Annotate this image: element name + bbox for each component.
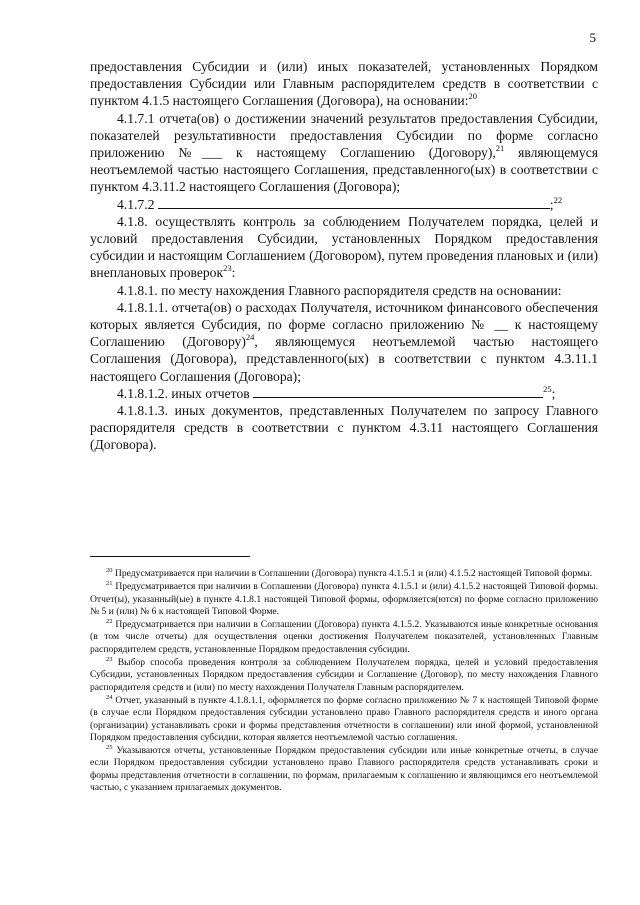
paragraph-text: 4.1.8.1. по месту нахождения Главного распорядителя средств на основании:: [117, 282, 562, 298]
paragraph-text: , являющемуся неотъемлемой частью настоящего Соглашения (Договора), представленного(ых) в соответствии с пунктом 4.3.11.1 настоящего Соглашения (Договора);: [90, 334, 598, 384]
footnote-text: Выбор способа проведения контроля за соблюдением Получателем порядка, целей и условий предоставления Субсидии, установленных Порядком предоставления субсидии и Соглашение (Договор), по месту нахождения Главного распорядителя средств и (или) по месту нахождения Получателя Главным распорядителем.: [90, 657, 598, 693]
footnote-text: Предусматривается при наличии в Соглашении (Договора) пункта 4.1.5.1 и (или) 4.1.5.2 настоящей Типовой формы.: [114, 568, 593, 579]
paragraph-4-1-8-1-3: [90, 402, 598, 454]
paragraph-label: 4.1.7.2: [117, 196, 155, 212]
paragraph-4-1-8-1-1: [90, 299, 598, 385]
footnote-ref[interactable]: 23: [223, 263, 232, 274]
paragraph-text: являющемуся неотъемлемой частью настоящего Соглашения, представленного(ых) в соответствии с пунктом 4.3.11.2 настоящего Соглашения (Договора);: [90, 145, 598, 195]
footnote-number: 23: [106, 656, 113, 664]
footnote-number: 25: [106, 744, 113, 752]
footnotes: [90, 568, 598, 795]
footnote-number: 20: [106, 567, 113, 574]
footnote-text: Предусматривается при наличии в Соглашении (Договора) пункта 4.1.5.2. Указываются иные конкретные основания (в том числе отчеты) для осуществления оценки достижения Получателем показателей, установленных Главным распорядителем средств, установленные Порядком предоставления субсидии.: [90, 619, 598, 655]
paragraph-4-1-8-1: [90, 282, 598, 299]
footnote-ref[interactable]: 21: [495, 143, 505, 154]
main-text: [90, 58, 598, 454]
footnote-ref[interactable]: 22: [553, 194, 563, 205]
footnote-text: Предусматривается при наличии в Соглашении (Договора) пункта 4.1.5.1 и (или) 4.1.5.2 настоящей Типовой формы. Отчет(ы), указанный(ые) в пункте 4.1.8.1 настоящей Типовой формы, оформляется(ются) по форме согласно приложению № 5 и (или) № 6 к настоящей Типовой Форме.: [90, 581, 598, 617]
paragraph-text: 4.1.8. осуществлять контроль за соблюдением Получателем порядка, целей и условий предоставления Субсидии, установленных Порядком предоставления субсидии и настоящим Соглашением (Договором), путем проведения плановых и (или) внеплановых проверок: [90, 213, 598, 281]
paragraph-text: 4.1.8.1.3. иных документов, представленных Получателем по запросу Главного распорядителя средств в соответствии с пунктом 4.3.11 настоящего Соглашения (Договора).: [90, 403, 598, 453]
footnote-number: 21: [106, 580, 113, 588]
paragraph-text: 4.1.8.1.1. отчета(ов) о расходах Получателя, источником финансового обеспечения которых является Субсидия, по форме согласно приложению № __ к настоящему Соглашению (Договору): [90, 299, 598, 350]
paragraph-4-1-8: [90, 213, 598, 282]
paragraph-continuation: [90, 58, 598, 110]
paragraph-4-1-7-1: [90, 110, 598, 196]
footnote-text: Указываются отчеты, установленные Порядком предоставления субсидии или иные конкретные отчеты, в случае если Порядком предоставления субсидии установлено право Главного распорядителя средств устанавливать сроки и формы представления отчетности в соглашении, по формам, прилагаемым к соглашению и являющимся его неотъемлемой частью, с указанием прилагаемых документов.: [90, 745, 598, 794]
paragraph-label: 4.1.8.1.2. иных отчетов: [117, 385, 250, 401]
punctuation: ;: [549, 196, 554, 212]
footnote-number: 24: [106, 693, 113, 701]
punctuation: ;: [551, 385, 556, 401]
footnote-number: 22: [106, 618, 113, 626]
fill-in-blank: [253, 386, 543, 398]
footnote-22: [90, 619, 598, 656]
footnote-20: [90, 568, 598, 580]
footnote-text: Отчет, указанный в пункте 4.1.8.1.1, оформляется по форме согласно приложению № 7 к настоящей Типовой форме (в случае если Порядком предоставления субсидии установлено право Главного распорядителя средств и иного органа (организации) устанавливать сроки и формы представления отчетности в соглашении) или иной формой, установленной Порядком предоставления субсидии, которая является неотъемлемой частью соглашения.: [90, 694, 598, 743]
paragraph-4-1-7-2: [90, 196, 598, 213]
footnote-23: [90, 657, 598, 694]
footnote-ref[interactable]: 24: [245, 332, 255, 343]
footnote-21: [90, 581, 598, 618]
footnote-separator: [90, 556, 250, 557]
punctuation: :: [231, 265, 236, 281]
footnote-ref[interactable]: 20: [468, 91, 477, 102]
page-number: 5: [589, 30, 596, 45]
footnote-25: [90, 745, 598, 794]
footnote-ref[interactable]: 25: [543, 383, 552, 394]
paragraph-4-1-8-1-2: [90, 385, 598, 402]
paragraph-text: 4.1.7.1 отчета(ов) о достижении значений результатов предоставления Субсидии, показателей результативности предоставления Субсидии по форме согласно приложению №___ к настоящему Соглашению (Договору),: [90, 110, 598, 161]
paragraph-text: предоставления Субсидии и (или) иных показателей, установленных Порядком предоставления Субсидии или Главным распорядителем средств в соответствии с пунктом 4.1.5 настоящего Соглашения (Договора), на основании:: [90, 59, 598, 109]
footnote-24: [90, 695, 598, 744]
fill-in-blank: [158, 197, 550, 209]
